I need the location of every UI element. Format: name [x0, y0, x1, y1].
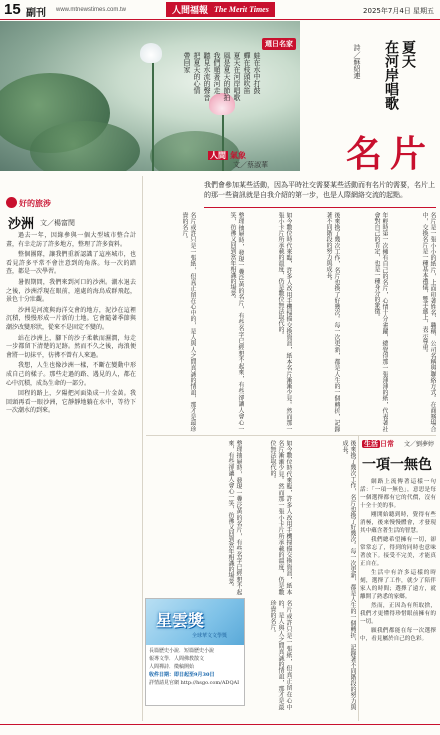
right-article-body [360, 478, 436, 644]
literary-award-ad[interactable] [145, 598, 245, 706]
poem-line: 蛙在水中打鼓 [253, 52, 261, 94]
poem-line: 帶回家 [183, 52, 191, 73]
paragraph: 過去一年，因緣參與一個大型城市整合計畫，有幸走訪了許多地方，整理了許多資料。 [6, 232, 136, 248]
poem-line: 我們順著河走 [213, 52, 221, 94]
ad-subtitle: 全球華文文學獎 [192, 633, 228, 639]
main-article-lede: 我們會參加某些活動，因為平時社交需要某些活動而有名片的需要，名片上的那一些資訊就是自我介紹的第一步，也是人際網絡交流的起點。 [204, 181, 435, 199]
poem-line: 把夏天的心情 [193, 52, 201, 94]
divider [146, 435, 436, 436]
page-header [0, 0, 440, 20]
paragraph: 站在沙洲上，腳下的沙子柔軟而濕潤，每走一步都留下清楚的足跡。然而不久之後，海浪便會將一切抹平，彷彿不曾有人來過。 [6, 334, 136, 359]
main-article-column: 整理抽屜時，發現一疊泛黃的名片，有些名字已經想不起來，有些卻讓人會心一笑，彷彿又回到當年相識的場景。 [229, 212, 244, 432]
left-article-title: 沙洲 [8, 217, 35, 232]
main-article-column: 名片或許只是一張紙，但真正留在心中的，是人與人之間真誠的情誼，那才是最珍貴的名片。 [181, 212, 196, 432]
main-author: 文／蔡淑華 [233, 161, 268, 169]
website-url[interactable]: www.mtnewstimes.com.tw [56, 7, 127, 13]
paragraph: 網路上流傳著這樣一句話：「一項一無色」，意思是每一個選擇都有它的代價，沒有十全十美的事。 [360, 479, 436, 509]
page-number: 15 [4, 1, 21, 18]
column-divider [358, 436, 359, 721]
poem-line: 風是夏天的節拍 [223, 52, 231, 101]
main-article-title: 名片 [346, 133, 435, 175]
paragraph: 整個團隊，讓我們重新認識了這座城市，也看見許多平常不會注意到的角落。每一次的踏查，都是一次學習。 [6, 251, 136, 276]
ad-line: 報導文學．人間佛教散文 [149, 656, 205, 662]
main-article-column: 如今數位時代來臨，許多人改用手機掃描交換資訊，紙本名片漸漸少見。然而那一張小卡片所承載的溫度，仍是數位無法取代的。 [269, 440, 292, 595]
poem-body [182, 52, 262, 166]
paragraph: 暑假期間，我們來到河口的沙洲。潮水退去之後，沙洲浮現在眼前，遠處的海鳥成群飛起，景色十分壯觀。 [6, 278, 136, 304]
ad-body [146, 645, 244, 691]
ad-logo: 星雲獎 [156, 611, 205, 630]
column-divider [142, 176, 143, 721]
ad-banner [146, 599, 244, 645]
poem-column-tag: 週日名家 [262, 38, 296, 50]
masthead-logo [166, 2, 275, 17]
poem-title: 夏天 在河岸唱歌 [383, 40, 416, 110]
footer-rule [0, 724, 440, 725]
ad-line: 人間禪詩．徵稿開始 [149, 664, 195, 670]
paragraph: 剛開始聽到時，覺得有些消極，後來慢慢體會，才發現其中蘊含著生活的智慧。 [360, 512, 436, 534]
masthead-en: The Merit Times [214, 5, 269, 14]
poem-line: 夏天在河岸唱歌 [233, 52, 241, 101]
ad-deadline: 收件日期：即日起至9月30日 [149, 672, 215, 678]
section-name: 副刊 [26, 8, 46, 19]
paragraph: 願我們都能在每一次選擇中，看見屬於自己的色彩。 [360, 628, 436, 642]
paragraph: 我們總希望擁有一切，卻常常忘了，得到的同時也意味著放下。接受不完美，才能真正自在。 [360, 537, 436, 567]
left-article-body [6, 232, 136, 418]
right-article-title: 一項一無色 [362, 457, 432, 473]
ad-contact[interactable]: 詳情請見官網 http://hsgo.com/ADQAI [149, 680, 240, 686]
divider [204, 207, 436, 208]
poem-author: 詩／蘇紹連 [353, 44, 361, 79]
paragraph: 然而，正因為有所取捨，我們才更懂得珍惜眼前擁有的一切。 [360, 603, 436, 625]
poem-line: 聽見水流的聲音 [203, 52, 211, 101]
main-article-column: 後來換了幾次工作，名片也換了好幾次。每一次更新，都是人生的一個轉折，記錄著不同階段的努力與成長。 [325, 212, 340, 432]
left-article-author: 文／楊富閔 [40, 219, 75, 227]
issue-date: 2025年7月4日 星期五 [363, 7, 434, 15]
main-article-column: 名片是一張小小的紙片，上面印著姓名、職稱、公司名稱與聯絡方式。在商務場合中，交換名片是一種基本禮儀，雙手遞上，表示尊重。 [421, 212, 436, 432]
main-article-column: 名片或許只是一張紙，但真正留在心中的，是人與人之間真誠的情誼，那才是最珍貴的名片。 [269, 600, 292, 710]
poem-line: 蟬在枝頭吹笛 [243, 52, 251, 94]
main-article-column: 後來換了幾次工作，名片也換了好幾次。每一次更新，都是人生的一個轉折，記錄著不同階段的努力與成長。 [341, 440, 356, 710]
ad-line: 長篇歷史小說．短篇歷史小說 [149, 648, 215, 654]
masthead-zh: 人間福報 [172, 6, 209, 16]
paragraph: 回程的路上，夕陽把河面染成一片金黃。我回頭再看一眼沙洲，它靜靜地躺在水中，等待下一次潮水的到來。 [6, 390, 136, 415]
paragraph: 生活中有許多這樣的時刻，選擇了工作，就少了陪伴家人的時間；選擇了遠方，就離開了熟悉的家鄉。 [360, 570, 436, 600]
paragraph: 我想，人生也像沙洲一樣，不斷在變動中形成自己的樣子。那些走過的路、遇見的人，都在心中沉積，成為生命的一部分。 [6, 362, 136, 387]
right-article-author: 文／劉夢婷 [404, 441, 435, 448]
main-article-column: 年輕時第一次擁有自己的名片，心情十分雀躍，總覺得那一張薄薄的紙，代表著社會對自己的肯定，也是一種身分的象徵。 [373, 212, 388, 432]
right-column-tag: 生活 日常 [364, 440, 394, 448]
paragraph: 沙洲是河流與海洋交會的地方，泥沙在這裡沉積，慢慢形成一片新的土地。它會隨著季節與潮汐改變形狀，從來不是固定不變的。 [6, 306, 136, 331]
main-article-column: 整理抽屜時，發現一疊泛黃的名片，有些名字已經想不起來，有些卻讓人會心一笑，彷彿又回到當年相識的場景。 [227, 440, 242, 595]
main-article-column: 如今數位時代來臨，許多人改用手機掃描交換資訊，紙本名片漸漸少見。然而那一張小卡片所承載的溫度，仍是數位無法取代的。 [277, 212, 292, 432]
left-column-tag: 好的旅涉 [6, 197, 51, 209]
main-column-tag: 人間 氣象 [210, 151, 246, 160]
